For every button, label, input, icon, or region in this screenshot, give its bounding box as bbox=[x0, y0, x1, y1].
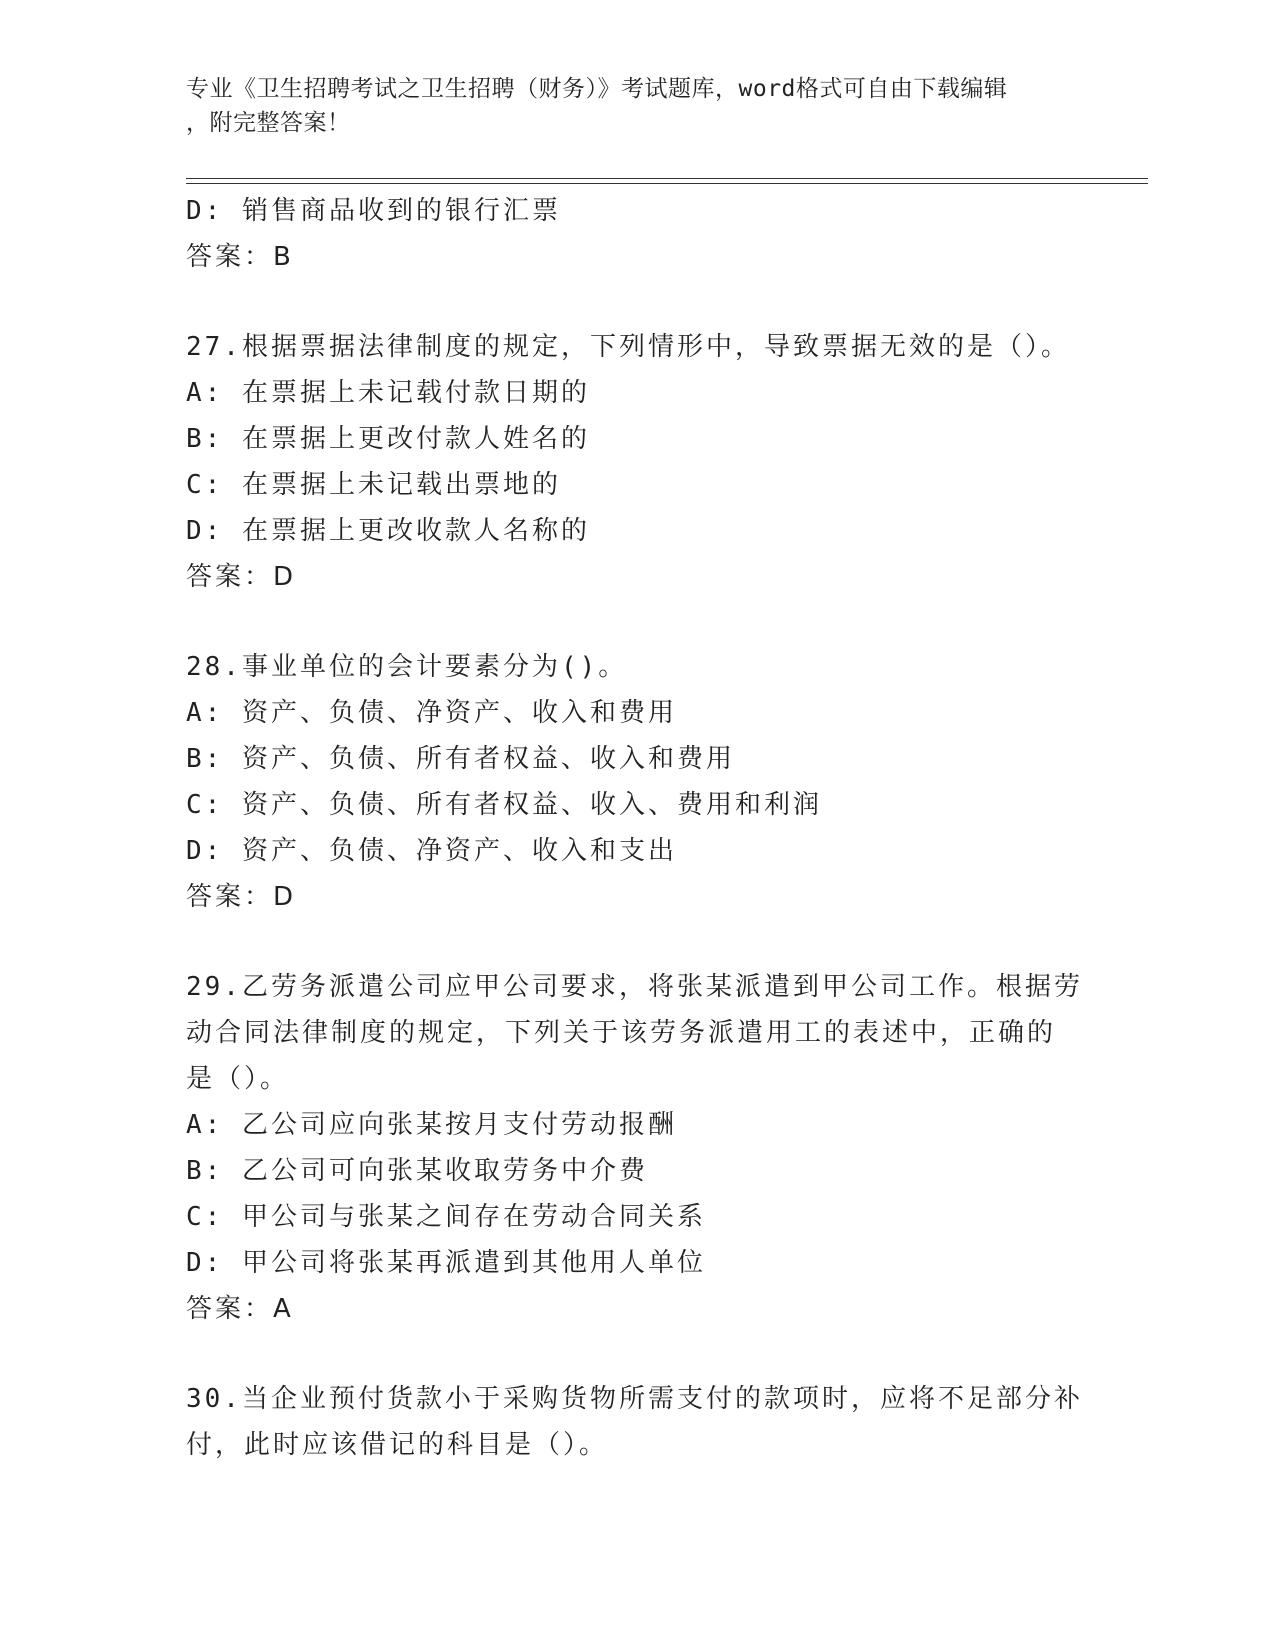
header-divider-top bbox=[186, 178, 1148, 179]
question-text-line-2: 动合同法律制度的规定，下列关于该劳务派遣用工的表述中，正确的 bbox=[186, 1018, 1057, 1048]
option-a: A: 资产、负债、净资产、收入和费用 bbox=[186, 698, 677, 728]
header-line-1: 专业《卫生招聘考试之卫生招聘（财务）》考试题库，word格式可自由下载编辑 bbox=[186, 76, 1008, 102]
document-header bbox=[186, 72, 1066, 140]
question-text-line-2: 付，此时应该借记的科目是（）。 bbox=[186, 1430, 609, 1460]
question-29 bbox=[186, 964, 1086, 1332]
option-d: D: 资产、负债、净资产、收入和支出 bbox=[186, 836, 677, 866]
question-text: 27.根据票据法律制度的规定，下列情形中，导致票据无效的是（）。 bbox=[186, 332, 1070, 362]
option-c: C: 资产、负债、所有者权益、收入、费用和利润 bbox=[186, 790, 822, 820]
question-text-line-1: 30.当企业预付货款小于采购货物所需支付的款项时，应将不足部分补 bbox=[186, 1384, 1083, 1414]
header-line-2: ，附完整答案！ bbox=[186, 110, 351, 136]
question-text-line-3: 是（）。 bbox=[186, 1064, 290, 1094]
previous-question-tail bbox=[186, 188, 1086, 280]
header-divider-bottom bbox=[186, 183, 1148, 184]
answer-line: 答案：D bbox=[186, 882, 297, 912]
option-b: B: 在票据上更改付款人姓名的 bbox=[186, 424, 590, 454]
option-c: C: 在票据上未记载出票地的 bbox=[186, 470, 561, 500]
option-d: D: 在票据上更改收款人名称的 bbox=[186, 516, 590, 546]
option-b: B: 资产、负债、所有者权益、收入和费用 bbox=[186, 744, 735, 774]
option-a: A: 在票据上未记载付款日期的 bbox=[186, 378, 590, 408]
question-text-line-1: 29.乙劳务派遣公司应甲公司要求，将张某派遣到甲公司工作。根据劳 bbox=[186, 972, 1083, 1002]
option-a: A: 乙公司应向张某按月支付劳动报酬 bbox=[186, 1110, 677, 1140]
option-d: D: 销售商品收到的银行汇票 bbox=[186, 196, 561, 226]
question-30 bbox=[186, 1376, 1086, 1468]
question-text: 28.事业单位的会计要素分为()。 bbox=[186, 652, 628, 682]
option-c: C: 甲公司与张某之间存在劳动合同关系 bbox=[186, 1202, 706, 1232]
answer-line: 答案：D bbox=[186, 562, 297, 592]
question-27 bbox=[186, 324, 1086, 600]
question-28 bbox=[186, 644, 1086, 920]
answer-line: 答案：B bbox=[186, 242, 294, 272]
answer-line: 答案：A bbox=[186, 1294, 294, 1324]
question-content bbox=[186, 188, 1086, 1468]
option-d: D: 甲公司将张某再派遣到其他用人单位 bbox=[186, 1248, 706, 1278]
option-b: B: 乙公司可向张某收取劳务中介费 bbox=[186, 1156, 648, 1186]
